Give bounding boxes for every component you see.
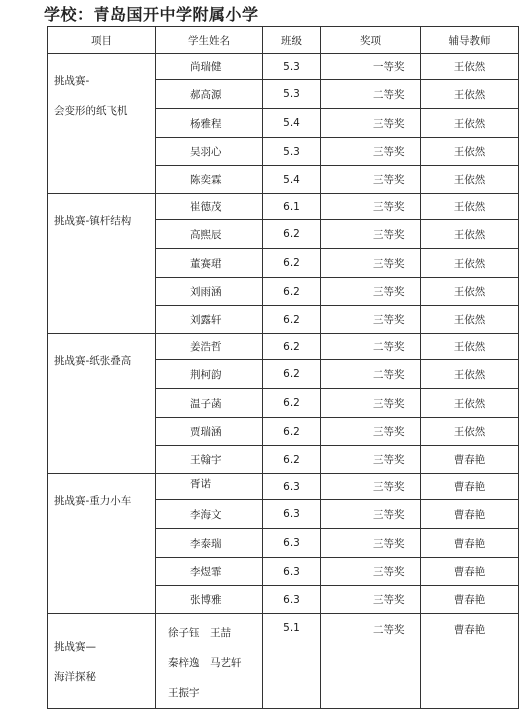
table-body	[48, 54, 519, 709]
student-name: 吴羽心	[156, 138, 263, 166]
teacher-cell: 曹春艳	[421, 529, 519, 558]
award-cell: 三等奖	[321, 220, 421, 249]
table-row	[48, 614, 519, 709]
student-name: 王振宇	[168, 687, 200, 699]
table-row	[48, 54, 519, 80]
student-names-cell	[156, 614, 263, 709]
project-name: 挑战赛-纸张叠高	[54, 355, 132, 367]
project-name: 挑战赛—	[54, 641, 96, 653]
award-cell: 三等奖	[321, 194, 421, 220]
class-cell: 5.3	[263, 138, 321, 166]
class-cell: 6.2	[263, 306, 321, 334]
award-cell: 三等奖	[321, 389, 421, 418]
header-teacher: 辅导教师	[421, 27, 519, 54]
award-cell: 二等奖	[321, 614, 421, 709]
project-cell	[48, 334, 156, 474]
class-cell: 6.2	[263, 360, 321, 389]
teacher-cell: 王依然	[421, 54, 519, 80]
project-name: 挑战赛-镇杆结构	[54, 215, 132, 227]
class-cell: 6.2	[263, 446, 321, 474]
project-name: 挑战赛-	[54, 75, 90, 87]
teacher-cell: 王依然	[421, 194, 519, 220]
student-name: 董赛珺	[156, 249, 263, 278]
award-cell: 三等奖	[321, 500, 421, 529]
table-row	[48, 194, 519, 220]
award-cell: 三等奖	[321, 109, 421, 138]
student-name: 尚瑞健	[156, 54, 263, 80]
teacher-cell: 曹春艳	[421, 446, 519, 474]
student-name: 温子菡	[156, 389, 263, 418]
teacher-cell: 曹春艳	[421, 500, 519, 529]
class-cell: 6.2	[263, 418, 321, 446]
teacher-cell: 王依然	[421, 80, 519, 109]
student-name: 徐子钰 王喆	[168, 627, 231, 639]
class-cell: 5.4	[263, 166, 321, 194]
header-student-name: 学生姓名	[156, 27, 263, 54]
project-cell	[48, 54, 156, 194]
class-cell: 6.2	[263, 220, 321, 249]
award-cell: 二等奖	[321, 334, 421, 360]
teacher-cell: 王依然	[421, 389, 519, 418]
project-cell	[48, 194, 156, 334]
teacher-cell: 王依然	[421, 418, 519, 446]
student-name: 胥诺	[156, 474, 263, 500]
award-cell: 二等奖	[321, 360, 421, 389]
teacher-cell: 曹春艳	[421, 614, 519, 709]
student-name: 陈奕霖	[156, 166, 263, 194]
class-cell: 5.4	[263, 109, 321, 138]
award-cell: 三等奖	[321, 474, 421, 500]
award-cell: 三等奖	[321, 446, 421, 474]
teacher-cell: 王依然	[421, 360, 519, 389]
student-name: 刘露轩	[156, 306, 263, 334]
teacher-cell: 王依然	[421, 334, 519, 360]
teacher-cell: 王依然	[421, 306, 519, 334]
student-name: 张博雅	[156, 586, 263, 614]
project-cell	[48, 614, 156, 709]
header-project: 项目	[48, 27, 156, 54]
class-cell: 6.2	[263, 249, 321, 278]
project-name: 挑战赛-重力小车	[54, 495, 132, 507]
student-name: 李海文	[156, 500, 263, 529]
class-cell: 6.3	[263, 558, 321, 586]
teacher-cell: 王依然	[421, 166, 519, 194]
student-name: 崔德茂	[156, 194, 263, 220]
student-name: 姜浩哲	[156, 334, 263, 360]
student-name: 贾瑞涵	[156, 418, 263, 446]
project-name: 海洋探秘	[54, 671, 96, 683]
class-cell: 6.2	[263, 389, 321, 418]
award-cell: 三等奖	[321, 278, 421, 306]
teacher-cell: 曹春艳	[421, 474, 519, 500]
awards-table	[47, 26, 519, 709]
student-name: 荆柯韵	[156, 360, 263, 389]
project-cell	[48, 474, 156, 614]
class-cell: 6.3	[263, 500, 321, 529]
award-cell: 一等奖	[321, 54, 421, 80]
student-name: 郝高源	[156, 80, 263, 109]
award-cell: 三等奖	[321, 529, 421, 558]
student-name: 王翰宇	[156, 446, 263, 474]
student-name: 李煜霏	[156, 558, 263, 586]
table-row	[48, 334, 519, 360]
school-title: 学校：青岛国开中学附属小学	[44, 5, 259, 24]
teacher-cell: 王依然	[421, 278, 519, 306]
class-cell: 6.2	[263, 334, 321, 360]
header-class: 班级	[263, 27, 321, 54]
class-cell: 6.3	[263, 529, 321, 558]
student-name: 秦梓逸 马艺轩	[168, 657, 242, 669]
award-cell: 三等奖	[321, 249, 421, 278]
class-cell: 6.1	[263, 194, 321, 220]
class-cell: 5.3	[263, 80, 321, 109]
student-name: 杨雅程	[156, 109, 263, 138]
student-name: 李泰瑞	[156, 529, 263, 558]
award-cell: 二等奖	[321, 80, 421, 109]
award-cell: 三等奖	[321, 306, 421, 334]
student-name: 高熙辰	[156, 220, 263, 249]
project-name: 会变形的纸飞机	[54, 105, 128, 117]
class-cell: 6.3	[263, 474, 321, 500]
teacher-cell: 曹春艳	[421, 558, 519, 586]
teacher-cell: 王依然	[421, 138, 519, 166]
award-cell: 三等奖	[321, 558, 421, 586]
teacher-cell: 王依然	[421, 220, 519, 249]
class-cell: 6.3	[263, 586, 321, 614]
class-cell: 6.2	[263, 278, 321, 306]
header-row	[48, 27, 519, 54]
teacher-cell: 曹春艳	[421, 586, 519, 614]
award-cell: 三等奖	[321, 418, 421, 446]
award-cell: 三等奖	[321, 138, 421, 166]
class-cell: 5.1	[263, 614, 321, 709]
teacher-cell: 王依然	[421, 249, 519, 278]
student-name: 刘雨涵	[156, 278, 263, 306]
class-cell: 5.3	[263, 54, 321, 80]
award-cell: 三等奖	[321, 166, 421, 194]
teacher-cell: 王依然	[421, 109, 519, 138]
award-cell: 三等奖	[321, 586, 421, 614]
table-row	[48, 474, 519, 500]
header-award: 奖项	[321, 27, 421, 54]
